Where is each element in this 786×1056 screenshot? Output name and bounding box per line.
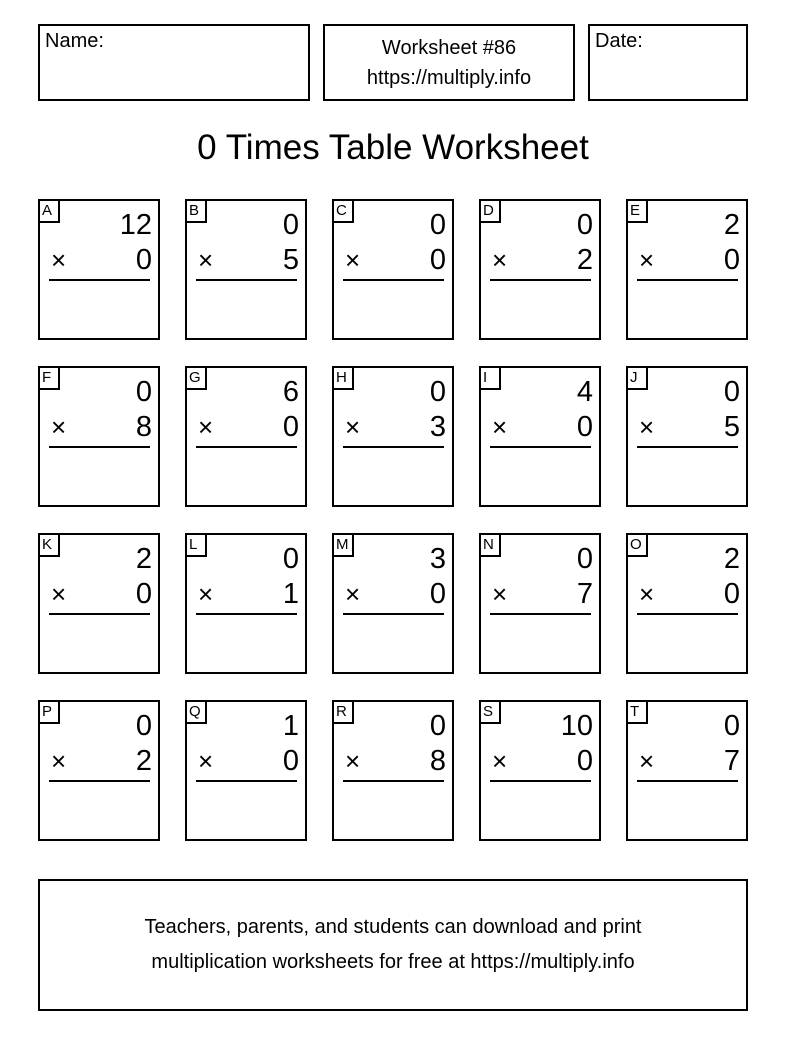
top-number: 12: [119, 209, 152, 241]
answer-line: [343, 780, 444, 782]
problem-letter: S: [481, 702, 501, 724]
top-number: 0: [135, 710, 152, 742]
problem-card: [479, 199, 601, 340]
times-sign: ×: [345, 412, 361, 442]
answer-line: [49, 613, 150, 615]
answer-line: [490, 613, 591, 615]
top-number: 2: [135, 543, 152, 575]
top-number: 2: [723, 543, 740, 575]
answer-line: [637, 613, 738, 615]
top-number: 0: [576, 543, 593, 575]
worksheet-number: Worksheet #86: [381, 37, 517, 59]
problem-card: [185, 533, 307, 674]
problem-card: [626, 199, 748, 340]
problem-letter: Q: [187, 702, 207, 724]
top-number: 0: [282, 209, 299, 241]
problem-card: [185, 199, 307, 340]
problem-letter: B: [187, 201, 207, 223]
problem-card: [479, 366, 601, 507]
times-sign: ×: [345, 579, 361, 609]
answer-line: [343, 446, 444, 448]
bottom-number: 8: [429, 745, 446, 777]
problem-card: [479, 533, 601, 674]
bottom-number: 3: [429, 411, 446, 443]
worksheet-info-box: [323, 24, 575, 101]
bottom-number: 0: [429, 244, 446, 276]
answer-line: [343, 279, 444, 281]
top-number: 0: [429, 710, 446, 742]
times-sign: ×: [198, 412, 214, 442]
bottom-number: 0: [723, 244, 740, 276]
bottom-number: 0: [576, 745, 593, 777]
times-sign: ×: [492, 746, 508, 776]
bottom-number: 2: [135, 745, 152, 777]
problem-letter: T: [628, 702, 648, 724]
problem-letter: C: [334, 201, 354, 223]
answer-line: [196, 780, 297, 782]
top-number: 0: [723, 710, 740, 742]
bottom-number: 0: [576, 411, 593, 443]
problem-letter: D: [481, 201, 501, 223]
problem-letter: P: [40, 702, 60, 724]
problem-letter: O: [628, 535, 648, 557]
times-sign: ×: [198, 579, 214, 609]
footer-box: [38, 879, 748, 1011]
problem-letter: G: [187, 368, 207, 390]
problem-card: [185, 700, 307, 841]
answer-line: [196, 446, 297, 448]
problem-letter: I: [481, 368, 501, 390]
bottom-number: 7: [576, 578, 593, 610]
bottom-number: 0: [282, 745, 299, 777]
times-sign: ×: [639, 746, 655, 776]
top-number: 10: [560, 710, 593, 742]
times-sign: ×: [639, 245, 655, 275]
problem-letter: J: [628, 368, 648, 390]
answer-line: [343, 613, 444, 615]
problem-letter: A: [40, 201, 60, 223]
problem-card: [332, 533, 454, 674]
page-title: 0 Times Table Worksheet: [197, 128, 589, 167]
top-number: 0: [282, 543, 299, 575]
bottom-number: 2: [576, 244, 593, 276]
answer-line: [49, 279, 150, 281]
top-number: 4: [576, 376, 593, 408]
times-sign: ×: [51, 746, 67, 776]
date-label: Date:: [595, 30, 643, 52]
problem-letter: H: [334, 368, 354, 390]
problem-card: [626, 700, 748, 841]
problem-letter: N: [481, 535, 501, 557]
problem-letter: L: [187, 535, 207, 557]
answer-line: [637, 279, 738, 281]
answer-line: [196, 279, 297, 281]
bottom-number: 0: [282, 411, 299, 443]
times-sign: ×: [345, 746, 361, 776]
top-number: 1: [282, 710, 299, 742]
problem-card: [332, 199, 454, 340]
answer-line: [637, 780, 738, 782]
bottom-number: 0: [723, 578, 740, 610]
problem-letter: K: [40, 535, 60, 557]
bottom-number: 5: [282, 244, 299, 276]
bottom-number: 1: [282, 578, 299, 610]
answer-line: [49, 446, 150, 448]
answer-line: [490, 780, 591, 782]
top-number: 0: [135, 376, 152, 408]
times-sign: ×: [492, 579, 508, 609]
problem-letter: M: [334, 535, 354, 557]
top-number: 0: [429, 209, 446, 241]
footer-line-2: multiplication worksheets for free at https://multiply.info: [151, 951, 635, 973]
top-number: 0: [429, 376, 446, 408]
answer-line: [196, 613, 297, 615]
problem-letter: E: [628, 201, 648, 223]
times-sign: ×: [51, 245, 67, 275]
problem-letter: R: [334, 702, 354, 724]
problem-card: [185, 366, 307, 507]
problem-card: [479, 700, 601, 841]
bottom-number: 0: [135, 244, 152, 276]
problem-card: [38, 700, 160, 841]
footer-line-1: Teachers, parents, and students can download and print: [144, 916, 642, 938]
answer-line: [49, 780, 150, 782]
date-field-box: [588, 24, 748, 101]
times-sign: ×: [345, 245, 361, 275]
times-sign: ×: [198, 746, 214, 776]
problem-card: [332, 700, 454, 841]
times-sign: ×: [198, 245, 214, 275]
name-label: Name:: [45, 30, 104, 52]
times-sign: ×: [639, 412, 655, 442]
problem-card: [38, 199, 160, 340]
bottom-number: 0: [135, 578, 152, 610]
problem-card: [626, 366, 748, 507]
times-sign: ×: [51, 412, 67, 442]
answer-line: [637, 446, 738, 448]
times-sign: ×: [492, 412, 508, 442]
top-number: 0: [723, 376, 740, 408]
bottom-number: 7: [723, 745, 740, 777]
top-number: 0: [576, 209, 593, 241]
times-sign: ×: [639, 579, 655, 609]
bottom-number: 8: [135, 411, 152, 443]
times-sign: ×: [51, 579, 67, 609]
bottom-number: 0: [429, 578, 446, 610]
answer-line: [490, 446, 591, 448]
worksheet-url: https://multiply.info: [366, 67, 532, 89]
problem-card: [626, 533, 748, 674]
problem-card: [332, 366, 454, 507]
name-field-box: [38, 24, 310, 101]
answer-line: [490, 279, 591, 281]
problem-letter: F: [40, 368, 60, 390]
top-number: 6: [282, 376, 299, 408]
problem-card: [38, 533, 160, 674]
times-sign: ×: [492, 245, 508, 275]
bottom-number: 5: [723, 411, 740, 443]
problem-card: [38, 366, 160, 507]
top-number: 3: [429, 543, 446, 575]
top-number: 2: [723, 209, 740, 241]
